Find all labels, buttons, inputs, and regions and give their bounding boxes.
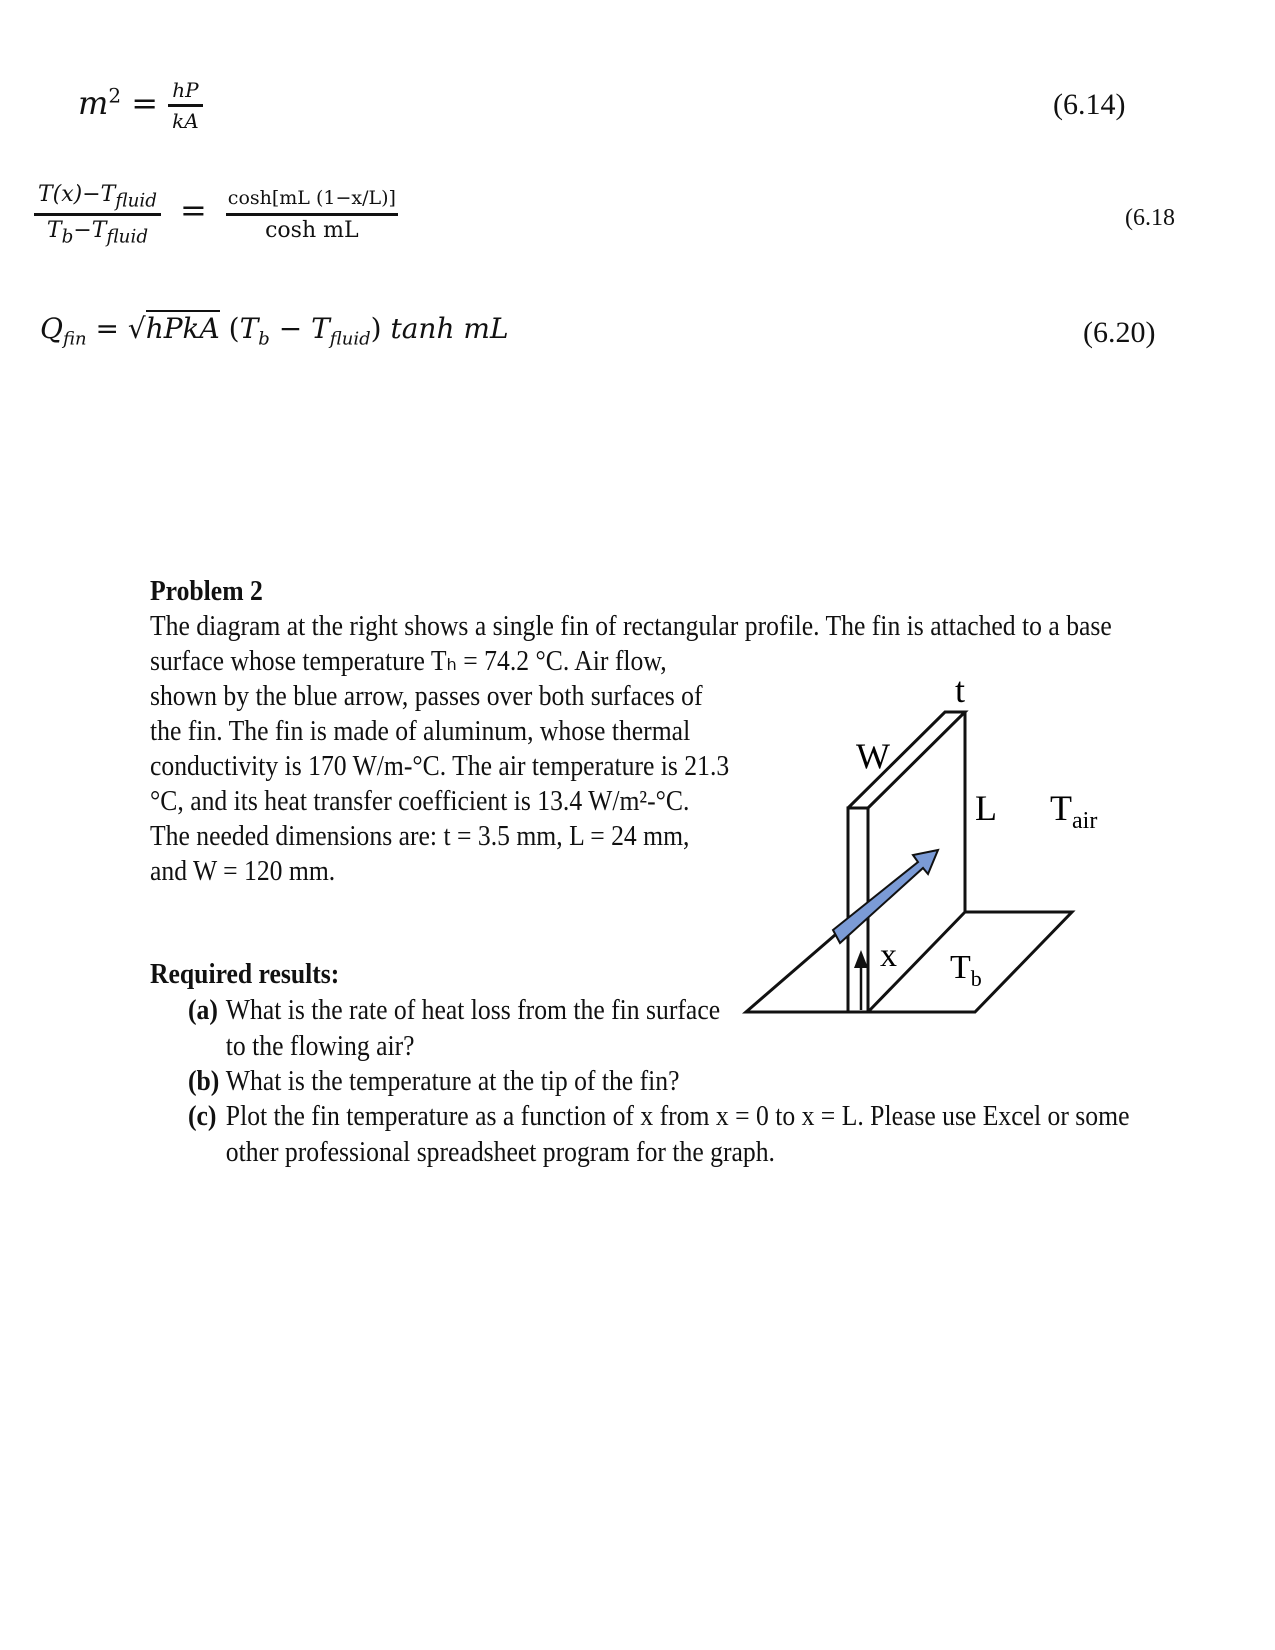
label-w: W	[856, 736, 890, 776]
problem-line: The needed dimensions are: t = 3.5 mm, L = 24 mm,	[150, 821, 690, 852]
radicand: hPkA	[145, 312, 220, 345]
label-t: t	[955, 670, 966, 710]
term: tanh mL	[390, 312, 509, 345]
required-title: Required results:	[150, 959, 340, 990]
item-label: (b)	[188, 1066, 220, 1097]
problem-line: shown by the blue arrow, passes over both surfaces of	[150, 681, 703, 712]
label-x: x	[880, 937, 897, 974]
equation-6-18: $\frac{T(x)-T_{fluid}}{T_b-T_{fluid}}$ = $\frac{\cosh[mL (1-x/L)]}{\text{cosh mL}}$	[34, 182, 398, 248]
problem-line: conductivity is 170 W/m-°C. The air temperature is 21.3	[150, 751, 730, 782]
problem-line: surface whose temperature Tₕ = 74.2 °C. Air flow,	[150, 646, 667, 677]
equation-6-14: $m^2$ = $\frac{hP}{kA}$	[78, 78, 203, 133]
problem-title: Problem 2	[150, 576, 263, 607]
term: T	[239, 312, 259, 345]
denominator: kA	[172, 109, 199, 133]
eq-sup: 2	[108, 83, 122, 108]
item-text: What is the rate of heat loss from the fin surface	[225, 995, 721, 1026]
label-tb	[950, 949, 982, 991]
numerator: cosh[mL (1−x/L)]	[226, 187, 398, 216]
den-text: T	[46, 218, 62, 244]
problem-line: the fin. The fin is made of aluminum, whose thermal	[150, 716, 691, 747]
label-l: L	[975, 788, 997, 828]
num-text: T(x)−T	[38, 182, 116, 207]
numerator: hP	[168, 78, 202, 107]
item-text: Plot the fin temperature as a function of x from x = 0 to x = L. Please use Excel or some	[225, 1101, 1130, 1132]
sub: air	[1072, 808, 1098, 834]
item-label: (a)	[188, 995, 218, 1026]
item-text: other professional spreadsheet program for the graph.	[225, 1136, 775, 1168]
eq-lhs: m	[78, 84, 109, 122]
sub: fin	[62, 328, 87, 350]
item-text: What is the temperature at the tip of the fin?	[225, 1066, 680, 1097]
problem-line: The diagram at the right shows a single fin of rectangular profile. The fin is attached to a base	[150, 611, 1112, 642]
sub: fluid	[106, 226, 149, 248]
base-surface	[746, 912, 1072, 1012]
problem-line: °C, and its heat transfer coefficient is 13.4 W/m²-°C.	[150, 786, 690, 817]
term: T	[311, 312, 330, 345]
equation-6-20: $Q_{fin}$ = √hPkA $(T_b - T_{fluid})$ tanh mL	[40, 312, 509, 350]
label-tair	[1050, 788, 1097, 834]
equation-number: (6.14)	[1053, 88, 1126, 121]
item-label: (c)	[188, 1101, 217, 1132]
item-text: to the flowing air?	[225, 1030, 415, 1062]
problem-line: and W = 120 mm.	[150, 856, 336, 887]
eq-lhs: Q	[40, 312, 63, 345]
fin-outline	[746, 712, 1072, 1012]
sub: b	[61, 226, 74, 248]
sub: fluid	[115, 190, 157, 212]
equation-number: (6.18	[1125, 205, 1175, 231]
denominator: cosh mL	[265, 217, 359, 243]
t-letter: T	[950, 949, 971, 986]
t-letter: T	[1050, 788, 1072, 828]
sub: b	[258, 328, 270, 350]
equation-number: (6.20)	[1083, 316, 1156, 349]
den-text: −T	[73, 218, 107, 244]
sub: b	[970, 966, 982, 991]
sub: fluid	[329, 328, 371, 350]
